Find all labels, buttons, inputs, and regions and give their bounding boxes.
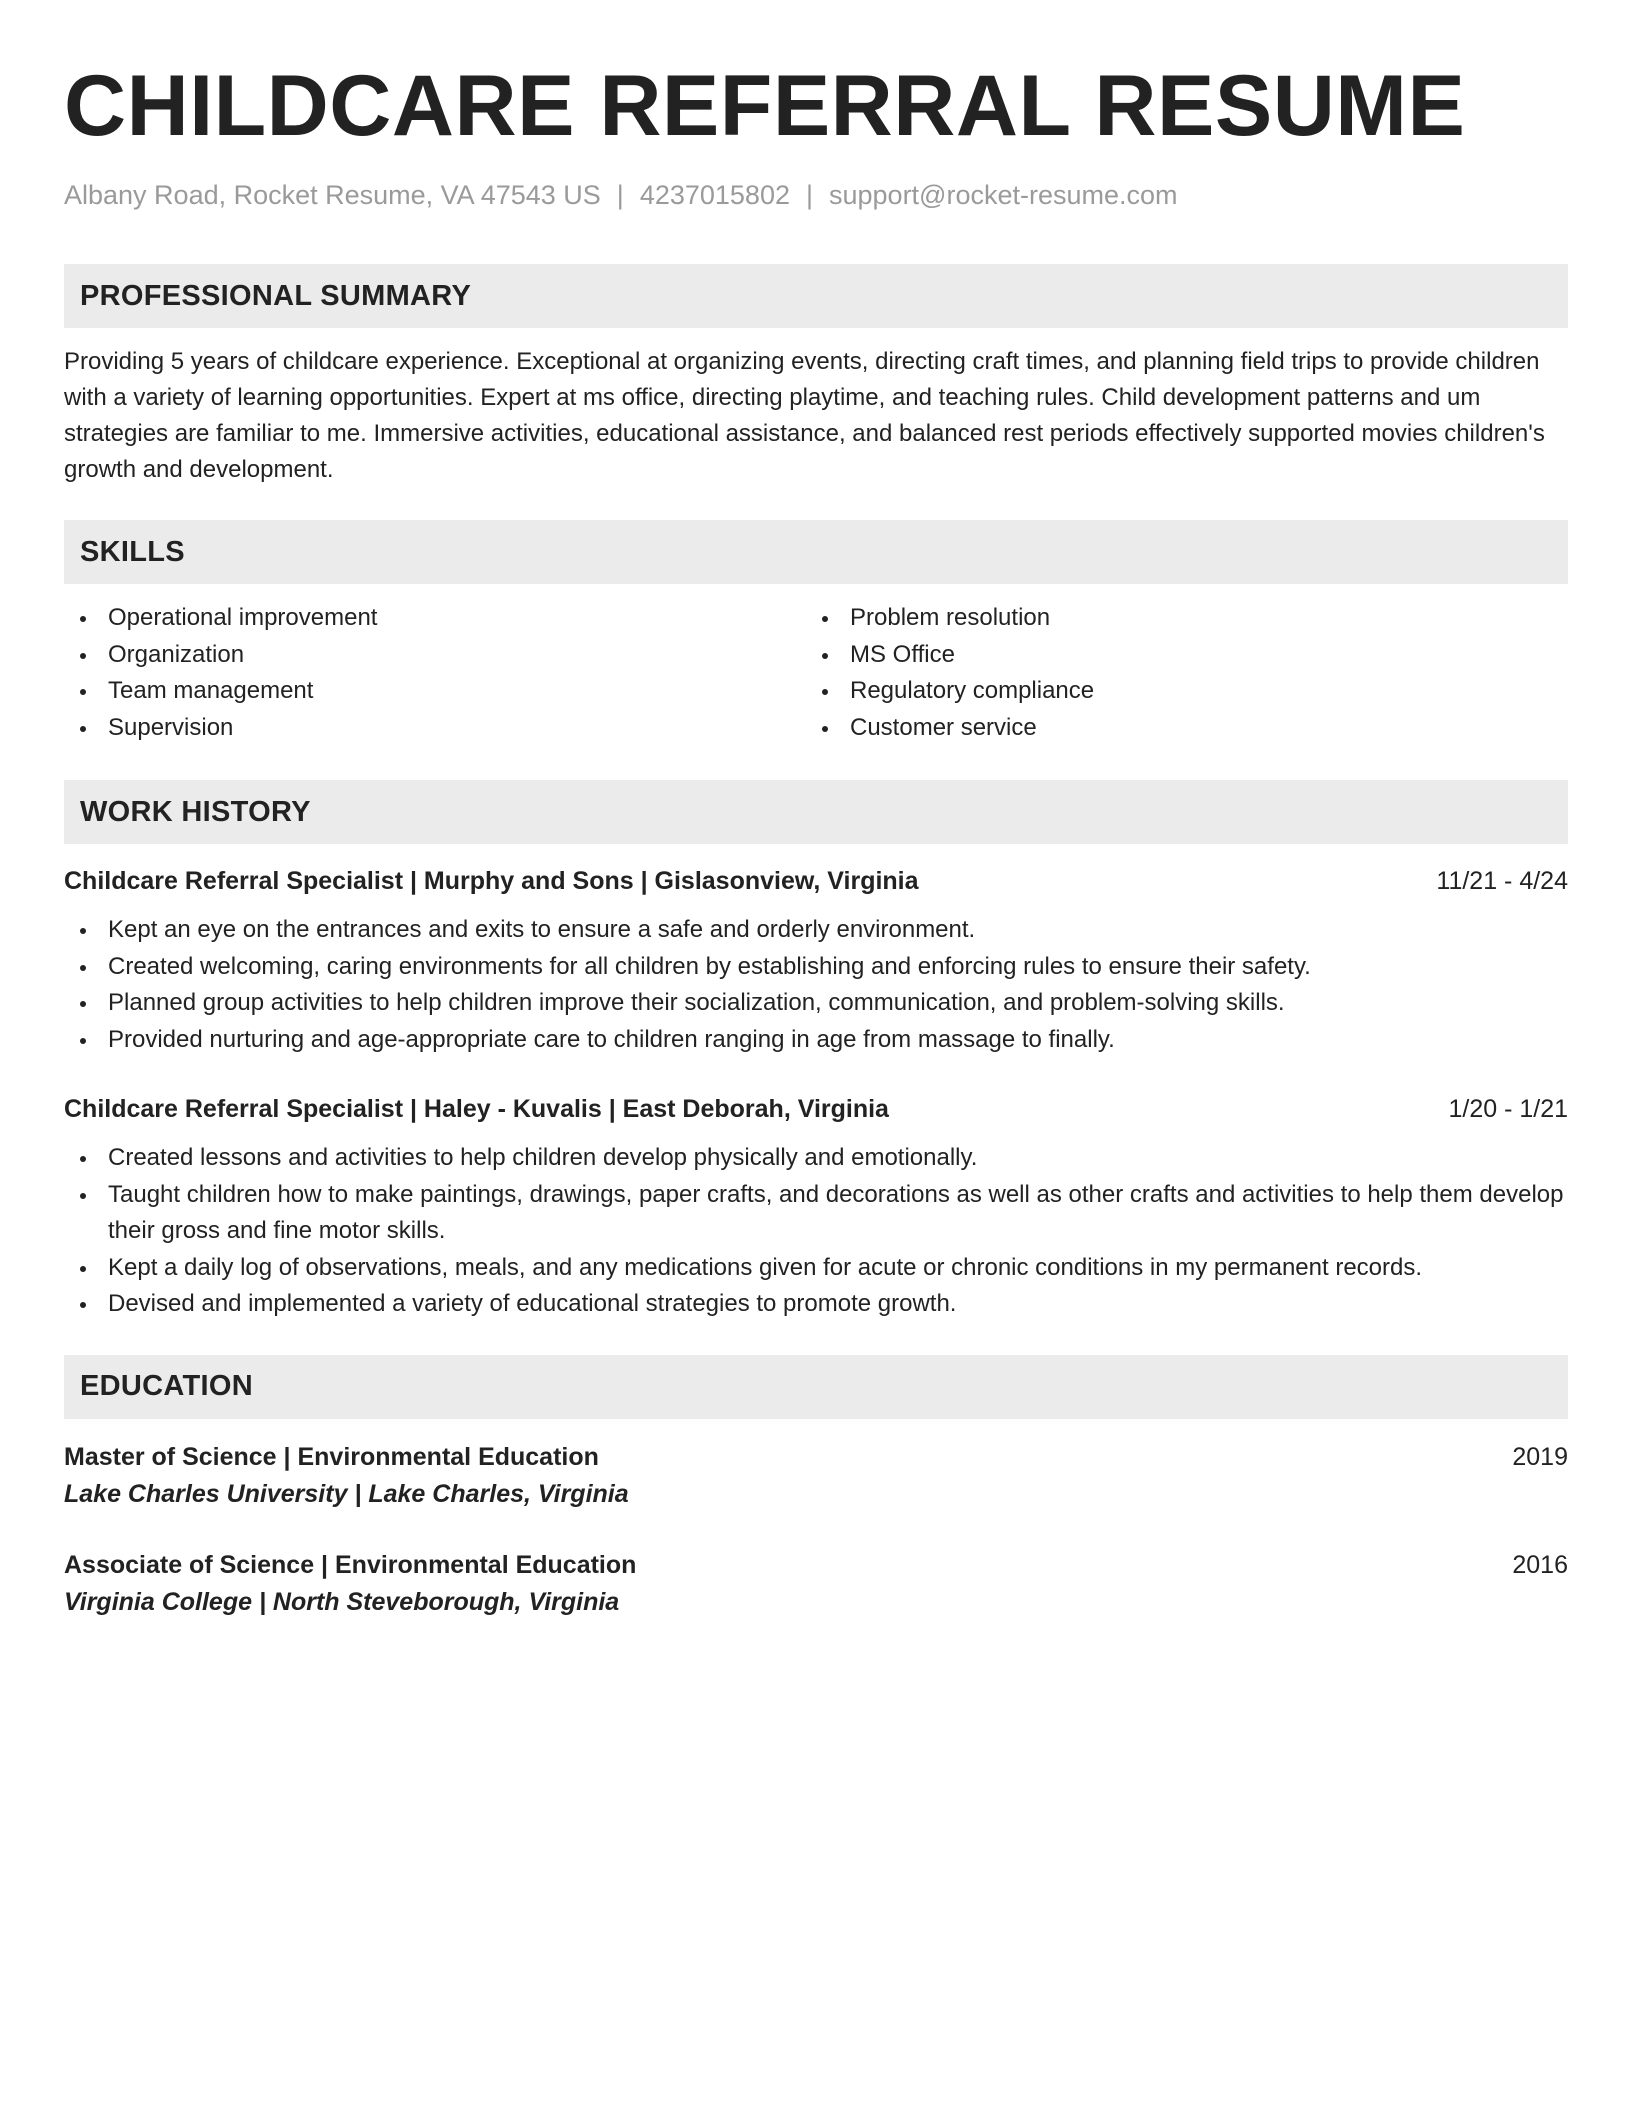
skill-item: Supervision xyxy=(64,710,806,747)
education-year: 2016 xyxy=(1512,1550,1568,1579)
education-school: Lake Charles University | Lake Charles, Virginia xyxy=(64,1479,629,1508)
job-header xyxy=(64,864,1568,898)
skills-column-left xyxy=(64,600,806,746)
skill-item: Operational improvement xyxy=(64,600,806,637)
job-bullets xyxy=(64,1140,1568,1323)
skill-item: Organization xyxy=(64,637,806,674)
contact-separator: | xyxy=(805,180,813,210)
job-bullet: Kept a daily log of observations, meals, and any medications given for acute or chronic conditions in my permanent records. xyxy=(64,1250,1568,1287)
section-heading-work-history: WORK HISTORY xyxy=(64,780,1568,844)
skill-item: MS Office xyxy=(806,637,1548,674)
job-entry xyxy=(64,864,1568,1058)
job-bullet: Kept an eye on the entrances and exits to ensure a safe and orderly environment. xyxy=(64,912,1568,949)
job-bullet: Created welcoming, caring environments for all children by establishing and enforcing rules to ensure their safety. xyxy=(64,949,1568,986)
job-title: Childcare Referral Specialist | Murphy and Sons | Gislasonview, Virginia xyxy=(64,867,919,895)
contact-address: Albany Road, Rocket Resume, VA 47543 US xyxy=(64,180,601,210)
job-bullet: Planned group activities to help children improve their socialization, communication, and problem-solving skills. xyxy=(64,985,1568,1022)
contact-email: support@rocket-resume.com xyxy=(829,180,1178,210)
job-entry xyxy=(64,1092,1568,1323)
education-header xyxy=(64,1439,1568,1475)
contact-separator: | xyxy=(616,180,624,210)
skills-column-right xyxy=(806,600,1548,746)
education-degree: Associate of Science | Environmental Education xyxy=(64,1550,637,1579)
contact-phone: 4237015802 xyxy=(639,180,790,210)
job-dates: 11/21 - 4/24 xyxy=(1436,867,1568,895)
education-year: 2019 xyxy=(1512,1442,1568,1471)
job-bullets xyxy=(64,912,1568,1058)
education-degree: Master of Science | Environmental Education xyxy=(64,1442,599,1471)
skills-list xyxy=(64,600,1568,746)
job-title: Childcare Referral Specialist | Haley - Kuvalis | East Deborah, Virginia xyxy=(64,1095,889,1123)
job-bullet: Provided nurturing and age-appropriate care to children ranging in age from massage to finally. xyxy=(64,1022,1568,1059)
job-bullet: Devised and implemented a variety of educational strategies to promote growth. xyxy=(64,1286,1568,1323)
job-dates: 1/20 - 1/21 xyxy=(1448,1095,1568,1123)
skill-item: Regulatory compliance xyxy=(806,673,1548,710)
job-bullet: Taught children how to make paintings, drawings, paper crafts, and decorations as well as other crafts and activities to help them develop their gross and fine motor skills. xyxy=(64,1177,1568,1250)
contact-line xyxy=(64,178,1568,212)
skill-item: Problem resolution xyxy=(806,600,1548,637)
summary-text: Providing 5 years of childcare experience. Exceptional at organizing events, directing craft times, and planning field trips to provide children with a variety of learning opportunities. Expert at ms office, directing playtime, and teaching rules. Child development patterns and um strategies are familiar to me. Immersive activities, educational assistance, and balanced rest periods effectively supported movies children's growth and development. xyxy=(64,348,1545,483)
education-header xyxy=(64,1547,1568,1583)
section-heading-education: EDUCATION xyxy=(64,1355,1568,1419)
section-heading-summary: PROFESSIONAL SUMMARY xyxy=(64,264,1568,328)
skill-item: Customer service xyxy=(806,710,1548,747)
education-entry xyxy=(64,1547,1568,1621)
skill-item: Team management xyxy=(64,673,806,710)
job-bullet: Created lessons and activities to help children develop physically and emotionally. xyxy=(64,1140,1568,1177)
education-entry xyxy=(64,1439,1568,1513)
resume-title: CHILDCARE REFERRAL RESUME xyxy=(64,58,1466,154)
section-heading-skills: SKILLS xyxy=(64,520,1568,584)
education-school: Virginia College | North Steveborough, Virginia xyxy=(64,1587,620,1616)
job-header xyxy=(64,1092,1568,1126)
